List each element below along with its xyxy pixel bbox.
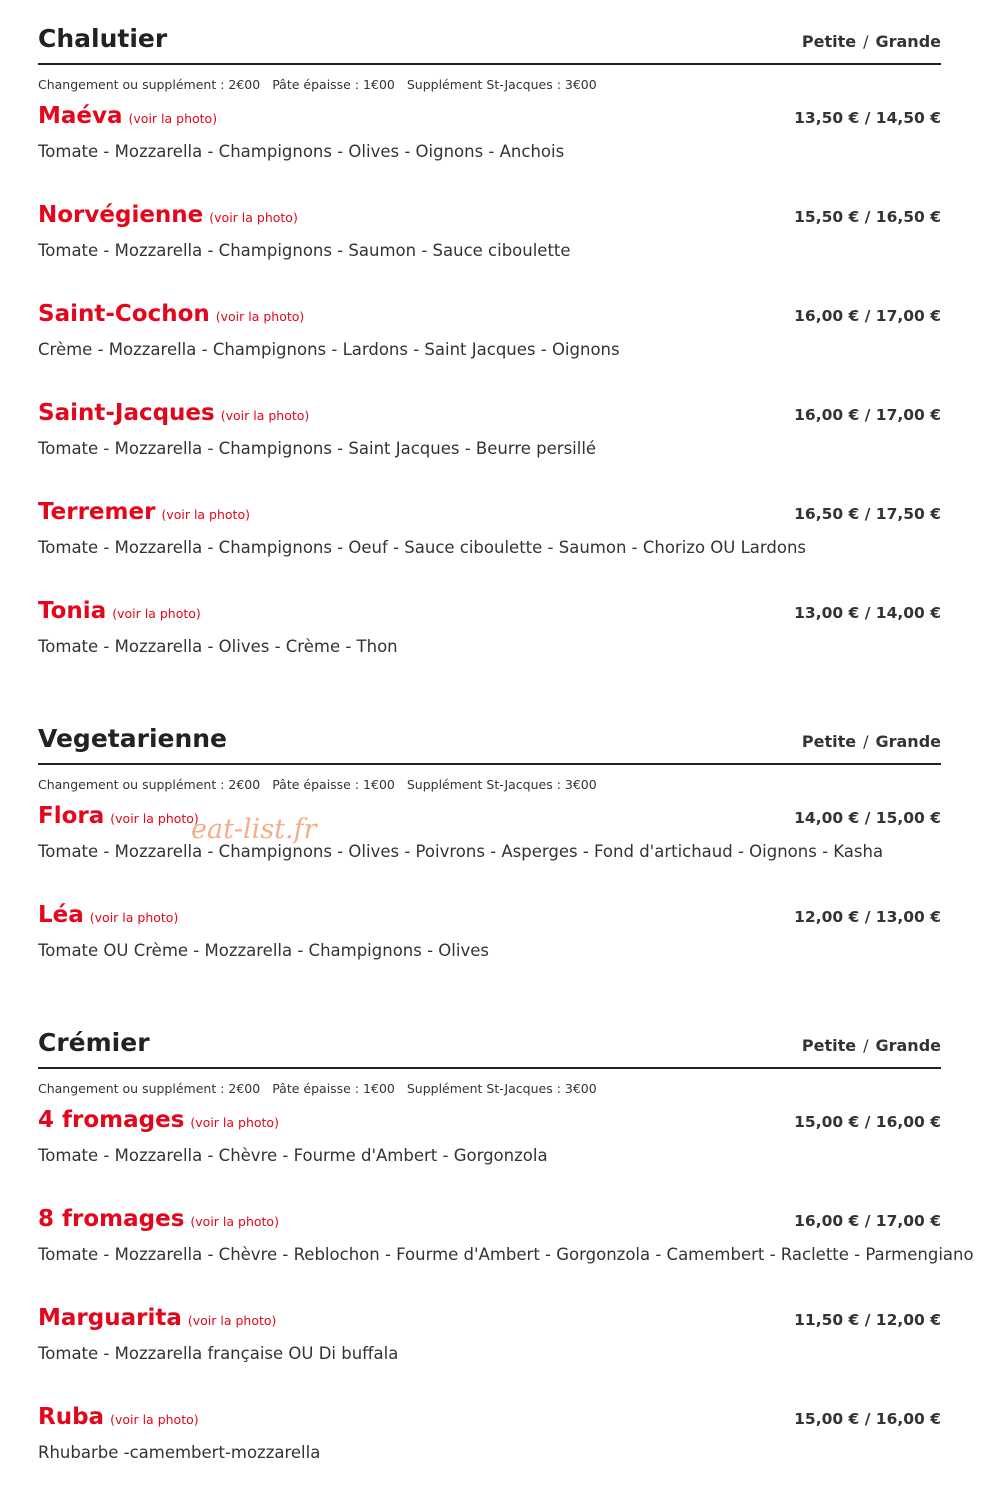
menu-item — [38, 1106, 941, 1167]
supplements-line — [38, 77, 941, 93]
item-name: Flora — [38, 803, 105, 829]
item-price: 14,00 € / 15,00 € — [794, 809, 941, 827]
size-separator: / — [863, 32, 869, 51]
item-name-row — [38, 1205, 279, 1236]
item-price: 15,50 € / 16,50 € — [794, 208, 941, 226]
menu-item — [38, 102, 941, 163]
photo-link[interactable]: (voir la photo) — [209, 210, 298, 225]
item-header — [38, 1106, 941, 1137]
photo-link[interactable]: (voir la photo) — [110, 811, 199, 826]
item-name: Ruba — [38, 1404, 105, 1430]
item-price: 16,00 € / 17,00 € — [794, 1212, 941, 1230]
item-header — [38, 201, 941, 232]
item-price: 16,00 € / 17,00 € — [794, 307, 941, 325]
photo-link[interactable]: (voir la photo) — [190, 1115, 279, 1130]
item-name-row — [38, 300, 304, 331]
section-header — [38, 724, 941, 765]
menu-item — [38, 201, 941, 262]
item-name-row — [38, 802, 199, 833]
item-price: 11,50 € / 12,00 € — [794, 1311, 941, 1329]
size-separator: / — [863, 732, 869, 751]
item-name-row — [38, 399, 309, 430]
item-name-row — [38, 102, 217, 133]
menu-item — [38, 1205, 974, 1266]
item-name: Saint-Cochon — [38, 301, 210, 327]
item-price: 16,00 € / 17,00 € — [794, 406, 941, 424]
item-name: Marguarita — [38, 1305, 182, 1331]
size-label-small: Petite — [801, 32, 857, 51]
menu-section — [38, 724, 941, 793]
item-name-row — [38, 201, 298, 232]
photo-link[interactable]: (voir la photo) — [190, 1214, 279, 1229]
item-ingredients: Tomate - Mozzarella - Champignons - Oeuf - Sauce ciboulette - Saumon - Chorizo OU Lardons — [38, 538, 807, 557]
supplement-note: Changement ou supplément : 2€00 — [38, 77, 261, 92]
item-name-row — [38, 1403, 199, 1434]
item-ingredients: Tomate - Mozzarella - Champignons - Saint Jacques - Beurre persillé — [38, 439, 597, 458]
size-label-large: Grande — [875, 732, 941, 751]
item-name-row — [38, 597, 201, 628]
size-header — [802, 32, 941, 54]
item-header — [38, 102, 941, 133]
photo-link[interactable]: (voir la photo) — [89, 910, 179, 925]
item-header — [38, 597, 941, 628]
item-name: Léa — [38, 902, 84, 928]
item-ingredients: Tomate - Mozzarella - Chèvre - Fourme d'Ambert - Gorgonzola — [38, 1146, 548, 1165]
size-label-large: Grande — [875, 1036, 941, 1055]
section-title: Vegetarienne — [38, 724, 228, 753]
photo-link[interactable]: (voir la photo) — [161, 507, 250, 522]
item-price: 16,50 € / 17,50 € — [794, 505, 941, 523]
supplement-note: Changement ou supplément : 2€00 — [38, 1081, 261, 1096]
menu-item — [38, 399, 941, 460]
item-header — [38, 300, 941, 331]
photo-link[interactable]: (voir la photo) — [112, 606, 201, 621]
item-name: 4 fromages — [38, 1107, 185, 1133]
size-label-large: Grande — [875, 32, 941, 51]
size-label-small: Petite — [801, 1036, 857, 1055]
item-name: Tonia — [38, 598, 107, 624]
supplement-note: Pâte épaisse : 1€00 — [272, 777, 395, 792]
size-separator: / — [863, 1036, 869, 1055]
item-header — [38, 1403, 941, 1434]
watermark: eat-list.fr — [191, 814, 317, 845]
item-header — [38, 498, 941, 529]
item-price: 13,50 € / 14,50 € — [794, 109, 941, 127]
photo-link[interactable]: (voir la photo) — [215, 309, 305, 324]
menu-item — [38, 597, 941, 658]
item-name-row — [38, 901, 178, 932]
menu-item — [38, 1403, 941, 1464]
item-ingredients: Crème - Mozzarella - Champignons - Lardons - Saint Jacques - Oignons — [38, 340, 620, 359]
photo-link[interactable]: (voir la photo) — [110, 1412, 199, 1427]
item-price: 15,00 € / 16,00 € — [794, 1113, 941, 1131]
item-name-row — [38, 1106, 279, 1137]
supplements-line — [38, 1081, 941, 1097]
menu-item — [38, 901, 941, 962]
size-label-small: Petite — [801, 732, 857, 751]
section-title: Crémier — [38, 1028, 150, 1057]
item-name: Maéva — [38, 103, 123, 129]
photo-link[interactable]: (voir la photo) — [128, 111, 218, 126]
section-header — [38, 24, 941, 65]
section-title: Chalutier — [38, 24, 168, 53]
supplement-note: Supplément St-Jacques : 3€00 — [406, 777, 597, 792]
menu-section — [38, 1028, 941, 1097]
supplement-note: Pâte épaisse : 1€00 — [272, 77, 395, 92]
item-ingredients: Rhubarbe -camembert-mozzarella — [38, 1443, 321, 1462]
supplement-note: Changement ou supplément : 2€00 — [38, 777, 261, 792]
item-header — [38, 1205, 941, 1236]
item-ingredients: Tomate - Mozzarella - Champignons - Olives - Poivrons - Asperges - Fond d'artichaud - Oignons - Kasha — [38, 842, 884, 861]
menu-item — [38, 300, 941, 361]
menu-item — [38, 1304, 941, 1365]
item-ingredients: Tomate - Mozzarella française OU Di buffala — [38, 1344, 399, 1363]
item-ingredients: Tomate - Mozzarella - Champignons - Saumon - Sauce ciboulette — [38, 241, 571, 260]
item-ingredients: Tomate OU Crème - Mozzarella - Champignons - Olives — [38, 941, 489, 960]
section-header — [38, 1028, 941, 1069]
item-price: 12,00 € / 13,00 € — [794, 908, 941, 926]
menu-item — [38, 802, 941, 863]
menu-item — [38, 498, 941, 559]
photo-link[interactable]: (voir la photo) — [187, 1313, 277, 1328]
item-name-row — [38, 498, 250, 529]
item-header — [38, 901, 941, 932]
size-header — [802, 1036, 941, 1058]
item-name: Norvégienne — [38, 202, 204, 228]
item-name: Terremer — [38, 499, 156, 525]
item-price: 13,00 € / 14,00 € — [794, 604, 941, 622]
supplement-note: Supplément St-Jacques : 3€00 — [406, 77, 597, 92]
supplement-note: Pâte épaisse : 1€00 — [272, 1081, 395, 1096]
item-header — [38, 1304, 941, 1335]
item-header — [38, 399, 941, 430]
item-name: 8 fromages — [38, 1206, 185, 1232]
supplements-line — [38, 777, 941, 793]
item-name-row — [38, 1304, 276, 1335]
item-header — [38, 802, 941, 833]
menu-section — [38, 24, 941, 93]
item-ingredients: Tomate - Mozzarella - Champignons - Olives - Oignons - Anchois — [38, 142, 565, 161]
size-header — [802, 732, 941, 754]
item-name: Saint-Jacques — [38, 400, 215, 426]
item-ingredients: Tomate - Mozzarella - Chèvre - Reblochon - Fourme d'Ambert - Gorgonzola - Camembert - Raclette - Parmengiano — [38, 1245, 974, 1264]
item-ingredients: Tomate - Mozzarella - Olives - Crème - Thon — [38, 637, 398, 656]
supplement-note: Supplément St-Jacques : 3€00 — [406, 1081, 597, 1096]
photo-link[interactable]: (voir la photo) — [220, 408, 310, 423]
item-price: 15,00 € / 16,00 € — [794, 1410, 941, 1428]
